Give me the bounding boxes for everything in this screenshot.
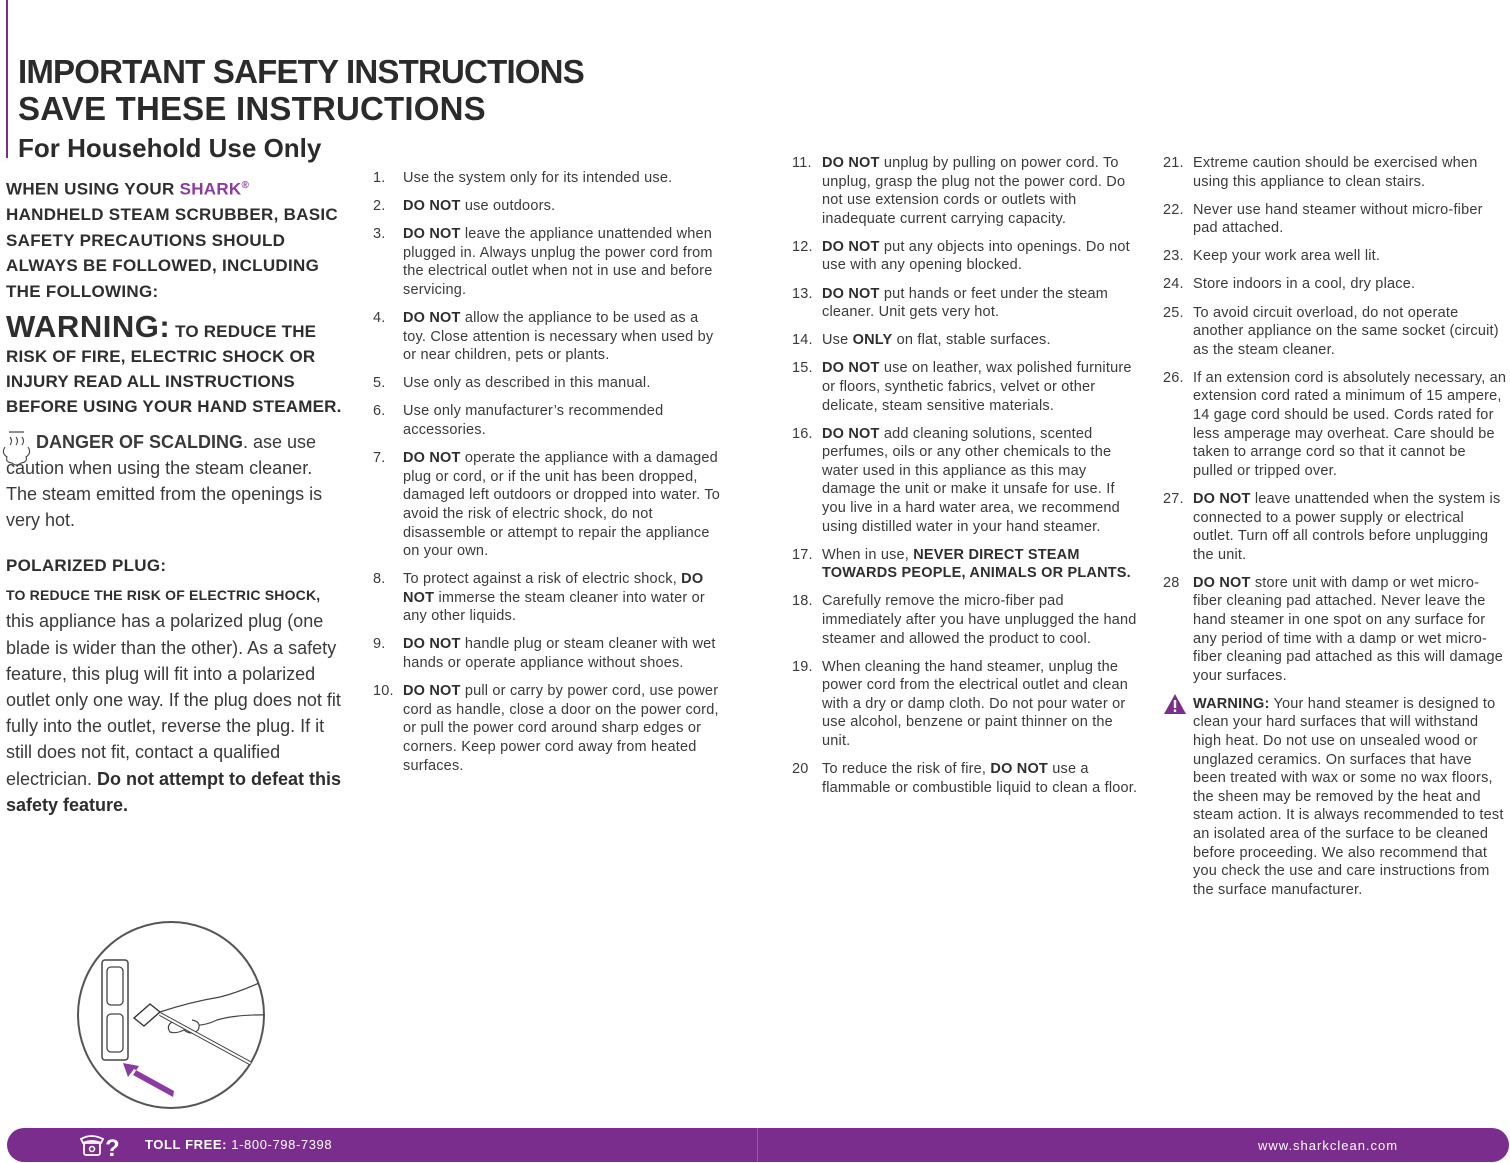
instructions-column-1 bbox=[373, 169, 723, 785]
instruction-item: 6. Use only manufacturer’s recommended accessories. bbox=[373, 403, 664, 439]
instruction-item: 21. Extreme caution should be exercised when using this appliance to clean stairs. bbox=[1163, 155, 1478, 190]
scalding-danger: DANGER OF SCALDING. ase use caution when using the steam cleaner. The steam emitted from the openings is very hot. bbox=[6, 429, 346, 533]
instruction-item: 3. DO NOT leave the appliance unattended when plugged in. Always unplug the power cord from the electrical outlet when not in use and before servicing. bbox=[373, 226, 713, 298]
svg-text:?: ? bbox=[105, 1135, 120, 1159]
instruction-number: 8. bbox=[373, 571, 386, 588]
instruction-item: 11. DO NOT unplug by pulling on power cord. To unplug, grasp the plug not the power cord. Do not use extension cords or outlets with inadequate current carrying capacity. bbox=[792, 155, 1126, 227]
instruction-number: 18. bbox=[792, 593, 813, 610]
precautions-heading: WHEN USING YOUR SHARK® HANDHELD STEAM SCRUBBER, BASIC SAFETY PRECAUTIONS SHOULD ALWAYS BE FOLLOWED, INCLUDING THE FOLLOWING: bbox=[6, 179, 339, 301]
danger-heading: DANGER OF SCALDING bbox=[36, 432, 243, 453]
instruction-number: 28 bbox=[1163, 574, 1180, 591]
instruction-item: 28 DO NOT store unit with damp or wet micro-fiber cleaning pad attached. Never leave the hand steamer in one spot on any surface for any period of time with a damp or wet micro-fiber cleaning pad attached as this will damage your surfaces. bbox=[1163, 574, 1504, 684]
instruction-item: 14. Use ONLY on flat, stable surfaces. bbox=[792, 332, 1051, 349]
instructions-column-2 bbox=[792, 154, 1142, 807]
instruction-item: 8. To protect against a risk of electric shock, DO NOT immerse the steam cleaner into water or any other liquids. bbox=[373, 571, 705, 625]
instruction-number: 6. bbox=[373, 403, 386, 420]
page-subtitle: SAVE THESE INSTRUCTIONS bbox=[18, 90, 486, 127]
instructions-column-3 bbox=[1163, 154, 1508, 909]
surface-warning: WARNING: Your hand steamer is designed to clean your hard surfaces that will withstand high heat. Do not use on unsealed wood or unglazed ceramics. On surfaces that have been treated with wax or some no wax floors, the sheen may be removed by the heat and steam action. It is always recommended to test an isolated area of the surface to be cleaned before proceeding. We also recommend that you check the use and care instructions from the surface manufacturer. bbox=[1163, 695, 1508, 900]
intro-section bbox=[6, 173, 346, 818]
instruction-item: 5. Use only as described in this manual. bbox=[373, 375, 651, 392]
brand-name: SHARK bbox=[179, 179, 242, 199]
instruction-number: 14. bbox=[792, 332, 813, 349]
phone-help-icon bbox=[75, 1131, 125, 1159]
instruction-number: 24. bbox=[1163, 276, 1184, 293]
instruction-item: 19. When cleaning the hand steamer, unplug the power cord from the electrical outlet and clean with a dry or damp cloth. Do not pour water or use alcohol, benzene or paint thinner on the unit. bbox=[792, 658, 1128, 750]
household-use-note: For Household Use Only bbox=[18, 133, 322, 163]
instruction-item: 23. Keep your work area well lit. bbox=[1163, 248, 1381, 265]
instruction-number: 19. bbox=[792, 658, 813, 675]
instruction-item: 24. Store indoors in a cool, dry place. bbox=[1163, 276, 1416, 293]
footer-divider bbox=[757, 1128, 758, 1162]
header-accent-bar bbox=[6, 0, 8, 158]
instruction-number: 2. bbox=[373, 198, 386, 215]
instruction-number: 21. bbox=[1163, 155, 1184, 171]
instruction-number: 5. bbox=[373, 375, 386, 392]
instruction-item: 27. DO NOT leave unattended when the system is connected to a power supply or electrical outlet. Turn off all controls before unplugging the unit. bbox=[1163, 490, 1501, 563]
instruction-number: 22. bbox=[1163, 201, 1184, 218]
polarized-plug-text: TO REDUCE THE RISK OF ELECTRIC SHOCK, this appliance has a polarized plug (one blade is wider than the other). As a safety feature, this plug will fit into a polarized outlet only one way. If the plug does not fit fully into the outlet, reverse the plug. If it still does not fit, contact a qualified electrician. Do not attempt to defeat this safety feature. bbox=[6, 587, 342, 815]
polarized-plug-heading: POLARIZED PLUG: bbox=[6, 556, 167, 576]
footer-bar bbox=[7, 1128, 1509, 1162]
instruction-number: 11. bbox=[792, 155, 812, 171]
instruction-item: 7. DO NOT operate the appliance with a damaged plug or cord, or if the unit has been dropped, damaged left outdoors or dropped into water. To avoid the risk of electric shock, do not disassemble or attempt to repair the appliance on your own. bbox=[373, 450, 721, 560]
instruction-number: 15. bbox=[792, 360, 813, 377]
instruction-number: 3. bbox=[373, 226, 386, 243]
instruction-number: 12. bbox=[792, 238, 813, 255]
instruction-number: 17. bbox=[792, 546, 813, 563]
instruction-item: 4. DO NOT allow the appliance to be used as a toy. Close attention is necessary when used by or near children, pets or plants. bbox=[373, 310, 714, 364]
instruction-number: 20 bbox=[792, 761, 809, 778]
website-link[interactable]: www.sharkclean.com bbox=[1258, 1138, 1399, 1153]
instruction-number: 23. bbox=[1163, 248, 1184, 265]
instruction-item: 15. DO NOT use on leather, wax polished furniture or floors, synthetic fabrics, velvet or other delicate, steam sensitive materials. bbox=[792, 360, 1132, 414]
instruction-number: 16. bbox=[792, 425, 813, 442]
instruction-item: 22. Never use hand steamer without micro-fiber pad attached. bbox=[1163, 201, 1483, 237]
instruction-item: 18. Carefully remove the micro-fiber pad immediately after you have unplugged the hand steamer and allowed the product to cool. bbox=[792, 593, 1137, 647]
instruction-item: 16. DO NOT add cleaning solutions, scented perfumes, oils or any other chemicals to the water used in this appliance as this may damage the unit or make it unsafe for use. If you live in a hard water area, we recommend using distilled water in your hand steamer. bbox=[792, 425, 1120, 535]
instruction-item: 12. DO NOT put any objects into openings. Do not use with any opening blocked. bbox=[792, 238, 1130, 274]
instruction-item: 17. When in use, NEVER DIRECT STEAM TOWARDS PEOPLE, ANIMALS OR PLANTS. bbox=[792, 546, 1131, 582]
instruction-item: 10. DO NOT pull or carry by power cord, use power cord as handle, close a door on the power cord, or pull the power cord around sharp edges or corners. Keep power cord away from heated surfaces. bbox=[373, 683, 719, 774]
instruction-item: 2. DO NOT use outdoors. bbox=[373, 198, 556, 215]
general-warning: WARNING: TO REDUCE THE RISK OF FIRE, ELECTRIC SHOCK OR INJURY READ ALL INSTRUCTIONS BEFORE USING YOUR HAND STEAMER. bbox=[6, 309, 342, 417]
instruction-number: 26. bbox=[1163, 369, 1184, 386]
instruction-item: 25. To avoid circuit overload, do not operate another appliance on the same socket (circuit) as the steam cleaner. bbox=[1163, 304, 1499, 358]
page-title: IMPORTANT SAFETY INSTRUCTIONS bbox=[18, 53, 584, 90]
instruction-number: 4. bbox=[373, 310, 386, 327]
instruction-item: 13. DO NOT put hands or feet under the steam cleaner. Unit gets very hot. bbox=[792, 285, 1109, 321]
instruction-number: 27. bbox=[1163, 490, 1184, 507]
instruction-number: 25. bbox=[1163, 304, 1184, 321]
warning-label: WARNING: bbox=[6, 309, 171, 345]
instruction-number: 13. bbox=[792, 285, 813, 302]
instruction-item: 1. Use the system only for its intended use. bbox=[373, 170, 673, 186]
instruction-number: 7. bbox=[373, 450, 386, 467]
instruction-item: 26. If an extension cord is absolutely necessary, an extension cord rated a minimum of 15 ampere, 14 gage cord should be used. Cords rated for less amperage may overheat. Care should be taken to arrange cord so that it cannot be pulled or tripped over. bbox=[1163, 369, 1507, 479]
warning-triangle-icon bbox=[1163, 693, 1187, 715]
instruction-item: 20 To reduce the risk of fire, DO NOT use a flammable or combustible liquid to clean a floor. bbox=[792, 761, 1138, 796]
toll-free-number: TOLL FREE: 1-800-798-7398 bbox=[145, 1137, 333, 1152]
instruction-number: 1. bbox=[373, 170, 386, 186]
instruction-number: 9. bbox=[373, 636, 386, 653]
instruction-number: 10. bbox=[373, 683, 394, 700]
instruction-item: 9. DO NOT handle plug or steam cleaner with wet hands or operate appliance without shoes. bbox=[373, 636, 716, 672]
unplug-illustration bbox=[76, 920, 266, 1110]
steam-hazard-icon bbox=[0, 429, 32, 469]
